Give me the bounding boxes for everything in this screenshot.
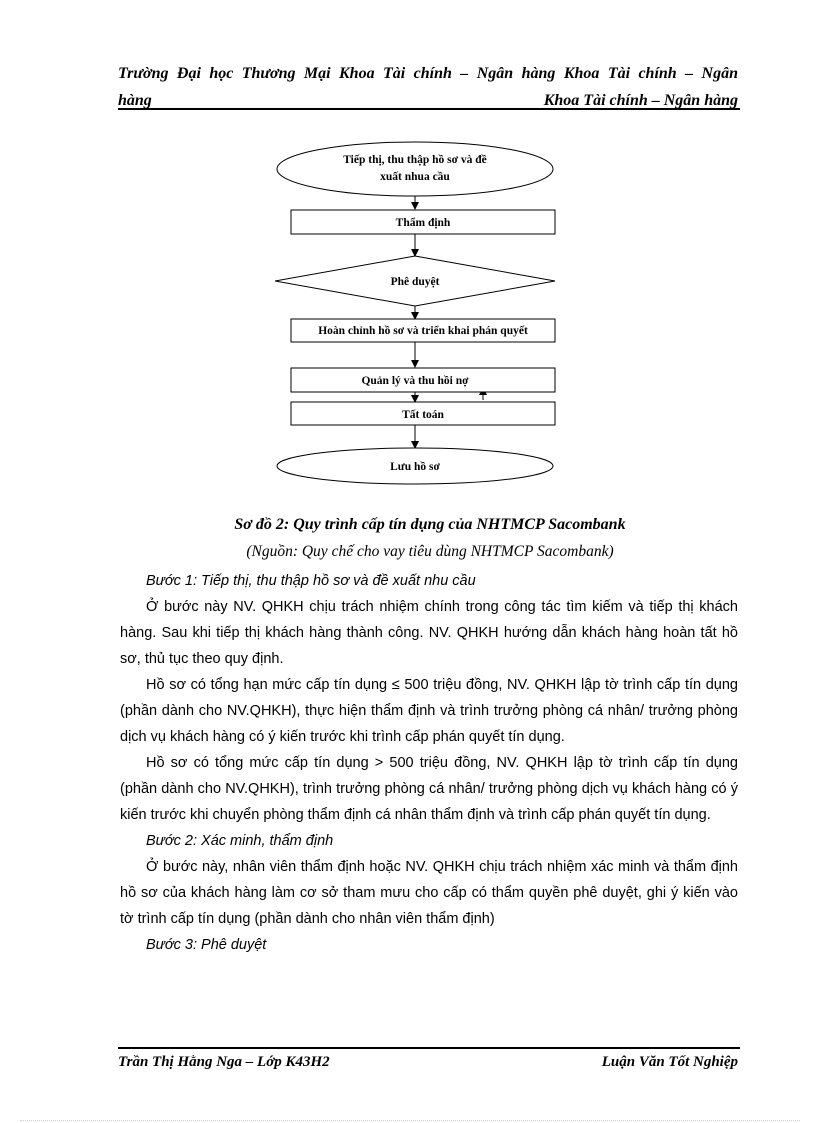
- flow-step-1-label-line-1: Tiếp thị, thu thập hồ sơ và đề: [343, 154, 487, 166]
- credit-process-flowchart: [275, 138, 585, 488]
- paragraph: Hồ sơ có tổng mức cấp tín dụng > 500 triệu đồng, NV. QHKH lập tờ trình cấp tín dụng (phần dành cho NV.QHKH), trình trưởng phòng cá nhân/ trưởng phòng dịch vụ khách hàng có ý kiến trước khi chuyển phòng thẩm định cá nhân thẩm định và trình cấp phán quyết tín dụng.: [120, 755, 738, 823]
- footer-divider: [118, 1047, 740, 1049]
- paragraph: Ở bước này NV. QHKH chịu trách nhiệm chính trong công tác tìm kiếm và tiếp thị khách hàng. Sau khi tiếp thị khách hàng thành công. NV. QHKH hướng dẫn khách hàng hoàn tất hồ sơ, thủ tục theo quy định.: [120, 599, 738, 667]
- flow-step-7-label: Lưu hồ sơ: [390, 461, 440, 473]
- flow-step-3-label: Phê duyệt: [390, 276, 440, 288]
- header-line-2-left: hàng: [118, 92, 152, 109]
- flow-step-start: [277, 142, 553, 196]
- paragraph: Hồ sơ có tổng hạn mức cấp tín dụng ≤ 500 triệu đồng, NV. QHKH lập tờ trình cấp tín dụng (phần dành cho NV.QHKH), thực hiện thẩm định và trình trưởng phòng cá nhân/ trưởng phòng dịch vụ khách hàng có ý kiến trước khi trình cấp phán quyết tín dụng.: [120, 677, 738, 745]
- page-header: [118, 60, 738, 114]
- figure-title: Sơ đồ 2: Quy trình cấp tín dụng của NHTMCP Sacombank: [234, 516, 626, 533]
- page-footer: [118, 1054, 738, 1071]
- step-3-heading: Bước 3: Phê duyệt: [146, 937, 267, 953]
- step-1-heading: Bước 1: Tiếp thị, thu thập hồ sơ và đề xuất nhu cầu: [146, 573, 476, 589]
- paragraph: Ở bước này, nhân viên thẩm định hoặc NV. QHKH chịu trách nhiệm xác minh và thẩm định hồ sơ của khách hàng làm cơ sở tham mưu cho cấp có thẩm quyền phê duyệt, ghi ý kiến vào tờ trình cấp tín dụng (phần dành cho nhân viên thẩm định): [120, 859, 738, 927]
- step-2-heading: Bước 2: Xác minh, thẩm định: [146, 833, 334, 849]
- figure-source: (Nguồn: Quy chế cho vay tiêu dùng NHTMCP Sacombank): [246, 543, 614, 560]
- body-text: [120, 568, 738, 958]
- flow-step-4-label: Hoàn chỉnh hồ sơ và triển khai phán quyết: [318, 325, 528, 337]
- header-line-1: Trường Đại học Thương Mại Khoa Tài chính – Ngân hàng Khoa Tài chính – Ngân: [118, 65, 738, 82]
- flow-step-1-label-line-2: xuất nhua cầu: [380, 171, 450, 183]
- footer-author: Trần Thị Hằng Nga – Lớp K43H2: [118, 1054, 330, 1070]
- header-line-2-right: Khoa Tài chính – Ngân hàng: [543, 92, 738, 109]
- header-divider: [118, 108, 740, 110]
- flow-step-5-label: Quản lý và thu hồi nợ: [361, 375, 469, 387]
- flow-step-2-label: Thẩm định: [395, 217, 451, 229]
- footer-document-type: Luận Văn Tốt Nghiệp: [601, 1054, 738, 1070]
- flow-step-6-label: Tất toán: [402, 409, 444, 421]
- page-edge-dotted-line: [20, 1120, 800, 1121]
